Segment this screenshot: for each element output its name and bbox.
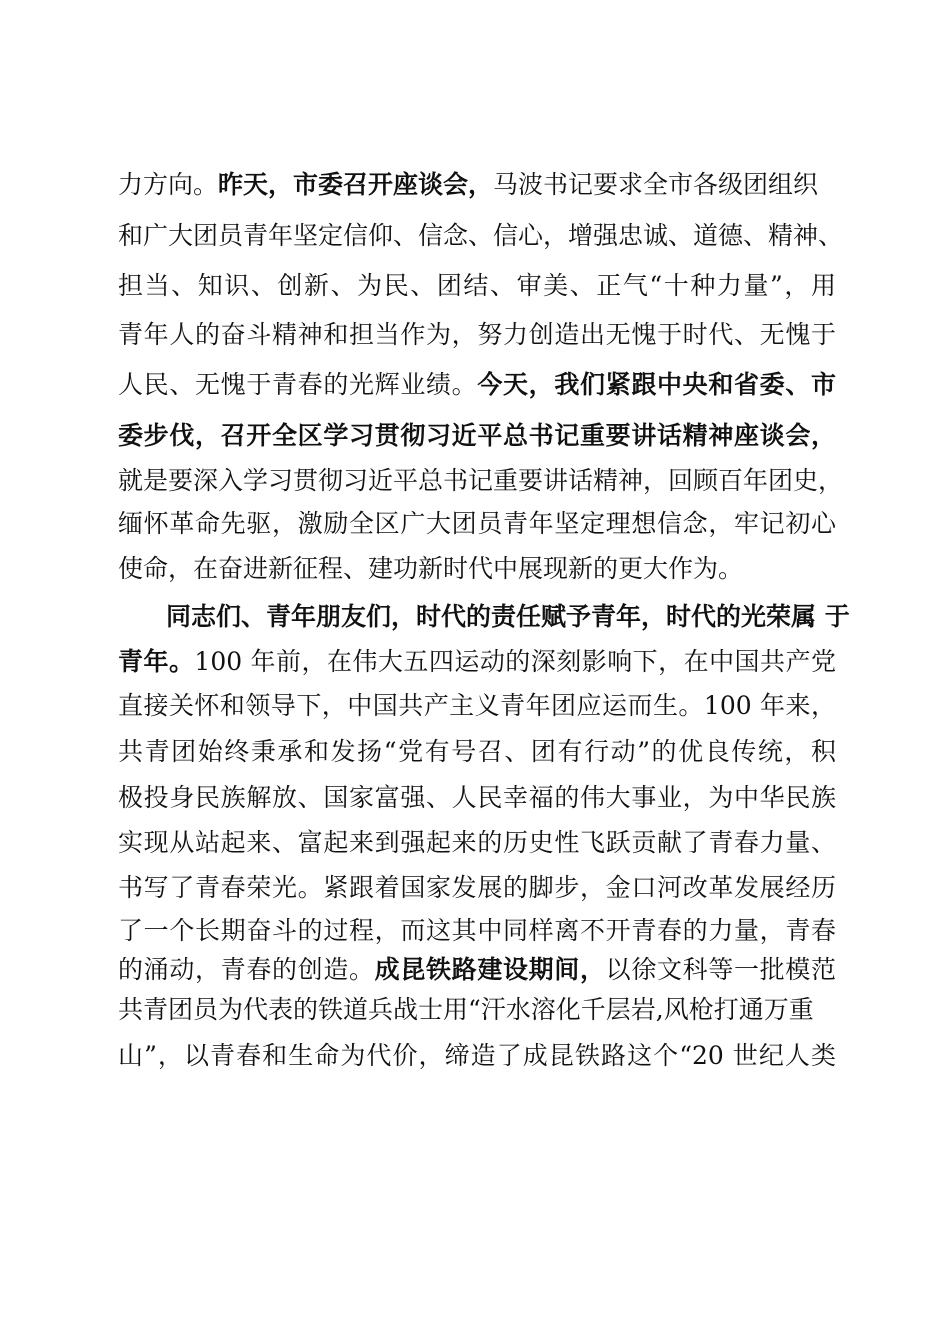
text-line	[118, 735, 836, 769]
text-line	[118, 368, 836, 402]
text-line	[118, 507, 836, 541]
text-run: 极投身民族解放、国家富强、人民幸福的伟大事业，为中华民族	[118, 783, 836, 812]
text-run: 共青团员为代表的铁道兵战士用“汗水溶化千层岩,风枪打通万重	[118, 995, 814, 1024]
text-line	[118, 552, 836, 586]
text-line	[118, 826, 836, 860]
text-run: 书写了青春荣光。紧跟着国家发展的脚步，金口河改革发展经历	[118, 873, 836, 902]
text-line	[118, 318, 836, 352]
bold-text-run: 青年。	[118, 647, 195, 676]
text-line	[118, 168, 836, 202]
text-run: 山”，以青春和生命为代价，缔造了成昆铁路这个“20 世纪人类	[118, 1041, 836, 1070]
text-line	[118, 914, 836, 948]
bold-text-run: 昨天，市委召开座谈会，	[218, 170, 494, 199]
text-run: 直接关怀和领导下，中国共产主义青年团应运而生。100 年来，	[118, 691, 836, 720]
text-line	[118, 993, 836, 1027]
text-run: 就是要深入学习贯彻习近平总书记重要讲话精神，回顾百年团史，	[118, 466, 844, 495]
bold-text-run: 委步伐，召开全区学习贯彻习近平总书记重要讲话精神座谈会，	[118, 421, 836, 450]
text-line	[118, 689, 836, 723]
bold-text-run: 成昆铁路建设期间，	[374, 955, 606, 984]
text-line	[118, 781, 836, 815]
text-line	[118, 645, 836, 679]
text-run: 人民、无愧于青春的光辉业绩。	[118, 370, 478, 399]
text-run: 缅怀革命先驱，激励全区广大团员青年坚定理想信念，牢记初心	[118, 509, 836, 538]
text-line	[118, 1039, 836, 1073]
text-run: 青年人的奋斗精神和担当作为，努力创造出无愧于时代、无愧于	[118, 320, 836, 349]
text-run: 马波书记要求全市各级团组织	[493, 170, 819, 199]
text-run: 以徐文科等一批模范	[605, 955, 836, 984]
text-line	[118, 219, 844, 253]
text-run: 担当、知识、创新、为民、团结、审美、正气“十种力量”，用	[118, 271, 836, 300]
text-run: 100 年前，在伟大五四运动的深刻影响下，在中国共产党	[194, 647, 836, 676]
text-line	[118, 464, 844, 498]
text-run: 力方向。	[118, 170, 219, 199]
bold-text-run: 今天，我们紧跟中央和省委、市	[477, 370, 836, 399]
text-run: 共青团始终秉承和发扬“党有号召、团有行动”的优良传统，积	[118, 737, 836, 766]
text-line	[118, 871, 836, 905]
paragraph-first-line	[166, 600, 850, 634]
text-run: 和广大团员青年坚定信仰、信念、信心，增强忠诚、道德、精神、	[118, 221, 844, 250]
text-run: 使命，在奋进新征程、建功新时代中展现新的更大作为。	[118, 554, 744, 583]
text-run: 实现从站起来、富起来到强起来的历史性飞跃贡献了青春力量、	[118, 828, 836, 857]
text-line	[118, 269, 836, 303]
text-run: 的涌动，青春的创造。	[118, 955, 375, 984]
text-line	[118, 419, 836, 453]
text-line	[118, 953, 836, 987]
text-run: 了一个长期奋斗的过程，而这其中同样离不开青春的力量，青春	[118, 916, 836, 945]
bold-text-run: 同志们、青年朋友们，时代的责任赋予青年，时代的光荣属 于	[166, 602, 850, 631]
